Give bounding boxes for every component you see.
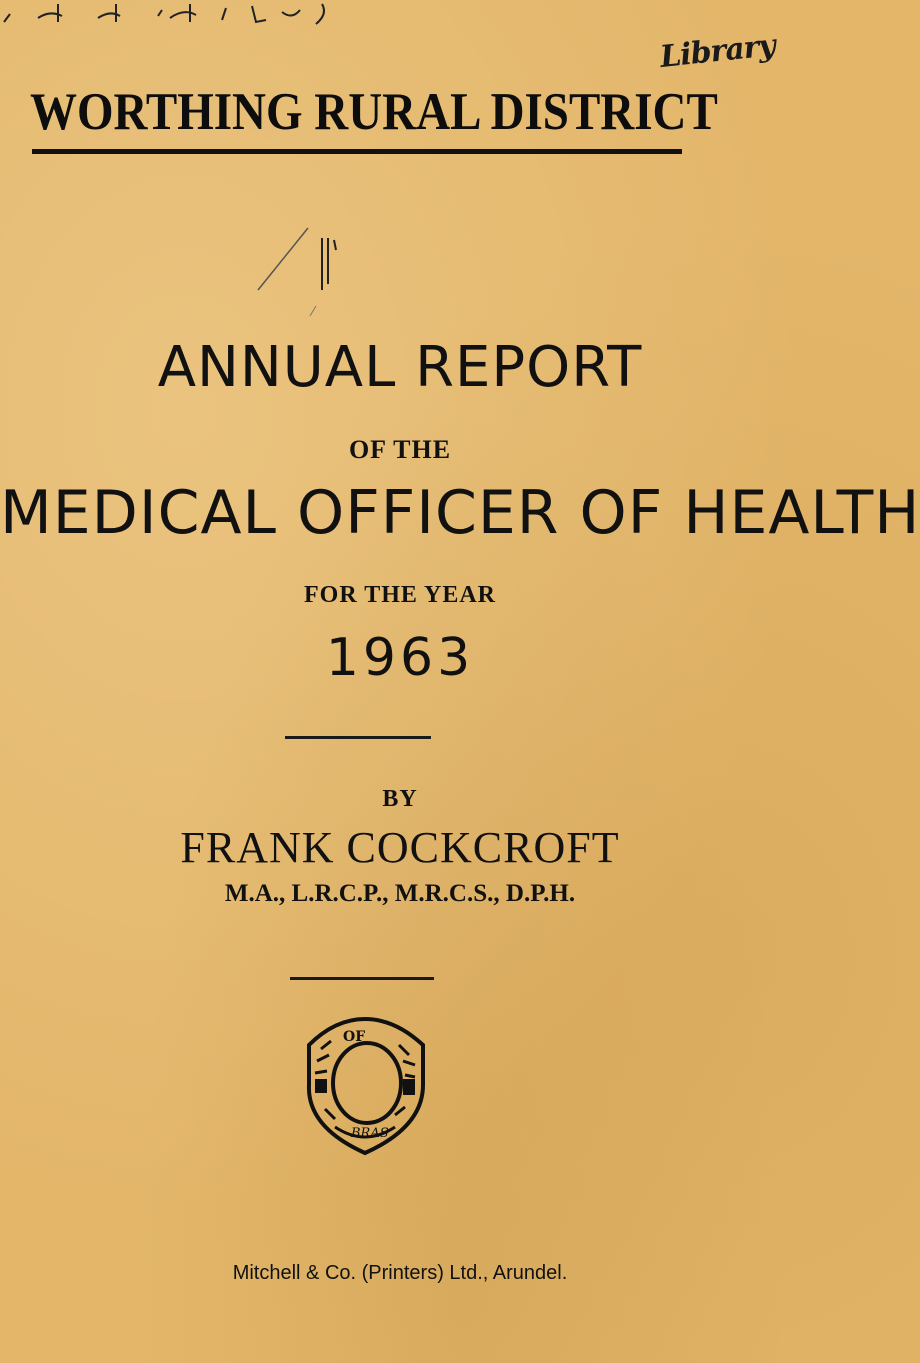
- author-qualifications: M.A., L.R.C.P., M.R.C.S., D.P.H.: [224, 880, 576, 907]
- of-the-label: OF THE: [348, 435, 452, 464]
- report-year: 1963: [325, 628, 475, 688]
- seal-text-bottom: BRAS: [351, 1126, 389, 1141]
- top-edge-marks: [0, 0, 800, 30]
- divider-rule-2: [290, 977, 434, 980]
- for-the-year-label: FOR THE YEAR: [303, 582, 497, 608]
- district-title: WORTHING RURAL DISTRICT: [30, 83, 718, 142]
- district-seal-emblem: [295, 1015, 435, 1157]
- report-heading: ANNUAL REPORT: [157, 335, 643, 400]
- pencil-annotation: [250, 210, 370, 320]
- title-underline: [32, 149, 682, 154]
- by-label: BY: [382, 786, 418, 812]
- author-name: FRANK COCKCROFT: [180, 823, 620, 872]
- seal-text-top: OF: [343, 1029, 366, 1045]
- report-subject: MEDICAL OFFICER OF HEALTH: [0, 478, 920, 548]
- divider-rule: [285, 736, 431, 739]
- library-handwritten-note: Library: [658, 28, 777, 75]
- printer-imprint: Mitchell & Co. (Printers) Ltd., Arundel.: [232, 1262, 568, 1284]
